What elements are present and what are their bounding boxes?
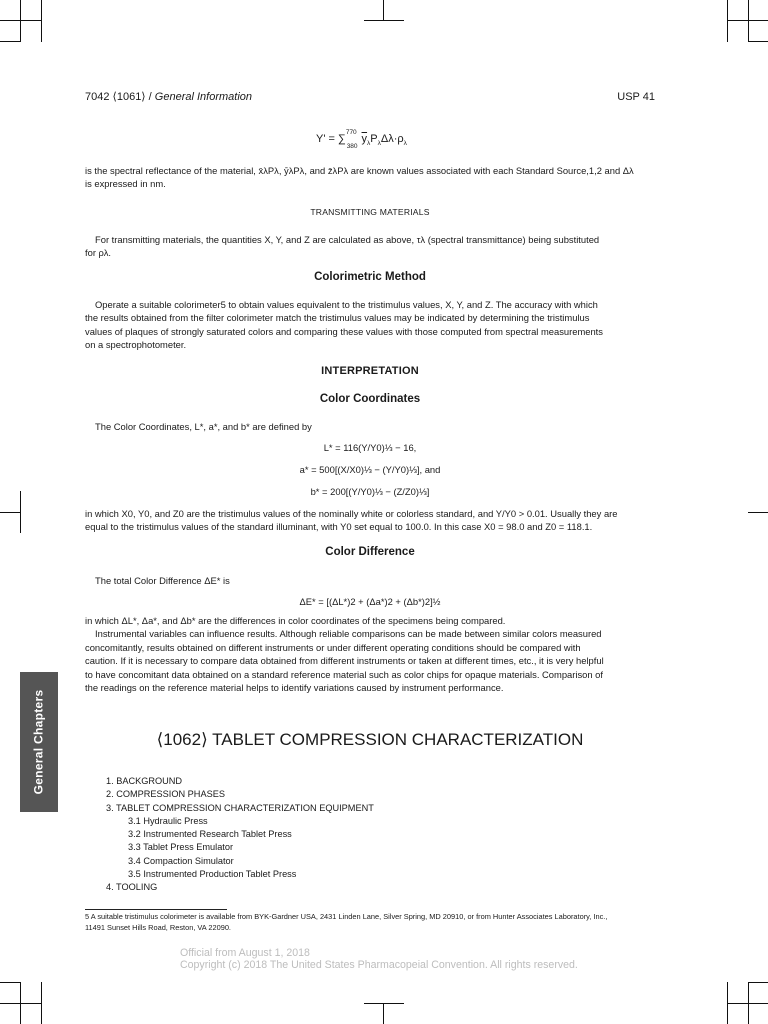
colorimetric-heading: Colorimetric Method xyxy=(314,271,426,283)
paragraph-spectral-reflectance: is the spectral reflectance of the material, x̄λPλ, ȳλPλ, and z̄λPλ are known values associated with each Standard Source,1,2 and Δλ is expressed in nm. xyxy=(85,165,634,190)
coordinates-paragraph: in which X0, Y0, and Z0 are the tristimulus values of the nominally white or colorless standard, and Y/Y0 > 0.01. Usually they are equal to the tristimulus values of the standard illuminant, with Y0 set equal to 100.0. In this case X0 = 98.0 and Z0 = 118.1. xyxy=(85,508,618,533)
difference-intro: The total Color Difference ΔE* is xyxy=(95,575,230,586)
equation-delta-e: ΔE* = [(ΔL*)2 + (Δa*)2 + (Δb*)2]½ xyxy=(299,596,441,607)
interpretation-heading: INTERPRETATION xyxy=(321,365,419,377)
coordinates-heading: Color Coordinates xyxy=(319,393,421,405)
page-number: 7042 xyxy=(85,91,110,103)
difference-paragraph: in which ΔL*, Δa*, and Δb* are the differences in color coordinates of the specimens being compared. Instrumental variables can influence results. Although reliable comparisons can be made between similar colors measured concomitantly, results obtained on different instruments or under different operating conditions should be compared with caution. If it is necessary to compare data obtained from different instruments or taken at different times, etc., it is very helpful to have concomitant data obtained on a standard reference material such as color chips for opaque materials. Comparison of the readings on the reference material helps to identify variations caused by instrument performance. xyxy=(85,615,604,694)
toc-item[interactable]: 3.1 Hydraulic Press xyxy=(128,815,208,826)
transmitting-text: For transmitting materials, the quantities X, Y, and Z are calculated as above, τλ (spectral transmittance) being substituted xyxy=(95,234,600,245)
toc-item[interactable]: 1. BACKGROUND xyxy=(106,776,183,786)
toc-item[interactable]: 3.5 Instrumented Production Tablet Press xyxy=(128,869,297,880)
general-chapters-tab[interactable] xyxy=(20,672,58,812)
section-name: General Information xyxy=(154,91,252,103)
transmitting-heading: TRANSMITTING MATERIALS xyxy=(310,207,430,217)
formula-y: $Y' = \sum^{770}_{380}\overline{y}_\lambda P_\lambda\Delta\lambda\cdot\rho_\lambda$ xyxy=(316,129,407,150)
toc-item[interactable]: 3.3 Tablet Press Emulator xyxy=(128,842,234,853)
equation-b: b* = 200[(Y/Y0)⅓ − (Z/Z0)⅓] xyxy=(310,486,430,497)
toc-item[interactable]: 3.4 Compaction Simulator xyxy=(128,855,234,866)
watermark-official: Official from August 1, 2018 xyxy=(180,947,310,959)
toc-item[interactable]: 3. TABLET COMPRESSION CHARACTERIZATION EQUIPMENT xyxy=(106,802,374,813)
chapter-ref: ⟨1061⟩ xyxy=(112,91,146,103)
toc-item[interactable]: 2. COMPRESSION PHASES xyxy=(106,789,225,800)
equation-a: a* = 500[(X/X0)⅓ − (Y/Y0)⅓], and xyxy=(299,464,441,475)
footnote-rule xyxy=(85,909,227,910)
coordinates-intro: The Color Coordinates, L*, a*, and b* are defined by xyxy=(95,421,312,432)
table-of-contents xyxy=(106,775,374,895)
transmitting-text-b: for ρλ. xyxy=(85,247,111,258)
running-header: 7042 ⟨1061⟩ / General Information xyxy=(85,91,252,103)
watermark-copyright: Copyright (c) 2018 The United States Pharmacopeial Convention. All rights reserved. xyxy=(180,959,578,971)
equation-l: L* = 116(Y/Y0)⅓ − 16, xyxy=(323,442,417,453)
side-tab-label: General Chapters xyxy=(31,689,46,795)
toc-item[interactable]: 4. TOOLING xyxy=(106,882,158,893)
chapter-title: ⟨1062⟩ TABLET COMPRESSION CHARACTERIZATION xyxy=(156,730,584,749)
colorimetric-paragraph: Operate a suitable colorimeter5 to obtain values equivalent to the tristimulus values, X, Y, and Z. The accuracy with which the results obtained from the filter colorimeter match the tristimulus values may be indicated by determining the tristimulus values of plaques of strongly saturated colors and comparing these values with those computed from spectral measurements on a spectrophotometer. xyxy=(85,299,603,351)
difference-heading: Color Difference xyxy=(325,546,415,558)
publication-label: USP 41 xyxy=(617,91,655,103)
toc-item[interactable]: 3.2 Instrumented Research Tablet Press xyxy=(128,829,292,840)
footnote: 5 A suitable tristimulus colorimeter is available from BYK-Gardner USA, 2431 Linden Lane, Silver Spring, MD 20910, or from Hunter Associates Laboratory, Inc., 11491 Sunset Hills Road, Reston, VA 22090. xyxy=(85,912,608,932)
